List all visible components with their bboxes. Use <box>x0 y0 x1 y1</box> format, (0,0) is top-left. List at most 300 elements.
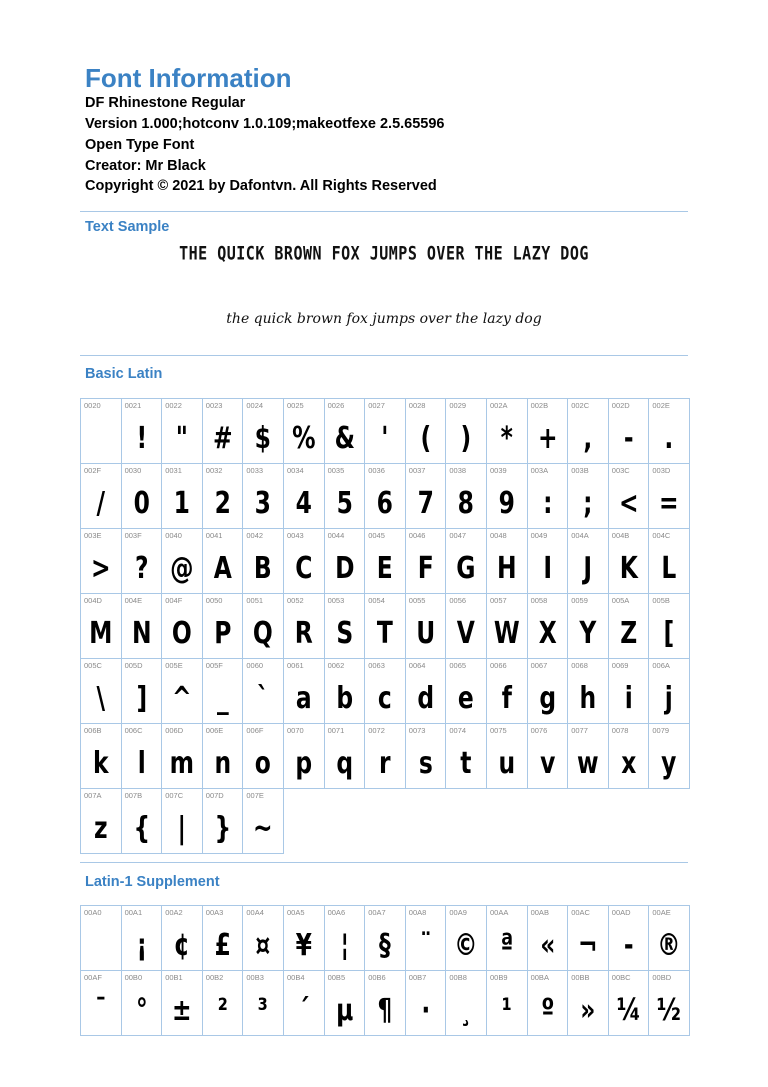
glyph-character: » <box>580 993 596 1028</box>
section-divider <box>80 862 688 863</box>
glyph-codepoint: 0037 <box>408 466 426 475</box>
glyph-cell <box>487 464 528 529</box>
glyph-codepoint: 0032 <box>205 466 223 475</box>
glyph-cell <box>406 529 447 594</box>
glyph-codepoint: 002F <box>84 466 102 475</box>
glyph-codepoint: 007C <box>165 791 184 800</box>
glyph-cell <box>446 971 487 1036</box>
glyph-cell <box>568 529 609 594</box>
glyph-cell <box>162 789 203 854</box>
glyph-codepoint: 00A7 <box>368 908 386 917</box>
glyph-character: r <box>379 746 391 781</box>
glyph-character: ; <box>583 486 593 521</box>
glyph-character: d <box>417 681 434 716</box>
glyph-cell <box>649 399 690 464</box>
glyph-codepoint: 00A2 <box>165 908 183 917</box>
glyph-character: Z <box>620 616 638 651</box>
glyph-codepoint: 004A <box>571 531 589 540</box>
glyph-codepoint: 0025 <box>287 401 304 410</box>
glyph-codepoint: 006A <box>652 661 670 670</box>
glyph-cell <box>243 789 284 854</box>
glyph-codepoint: 006C <box>124 726 143 735</box>
glyph-character: F <box>417 551 434 586</box>
glyph-cell <box>406 971 447 1036</box>
glyph-cell <box>649 594 690 659</box>
glyph-cell <box>203 906 244 971</box>
glyph-cell <box>243 529 284 594</box>
glyph-codepoint: 0050 <box>205 596 223 605</box>
glyph-codepoint: 0076 <box>530 726 548 735</box>
glyph-character: w <box>577 746 599 781</box>
glyph-character: A <box>213 551 232 586</box>
glyph-character: c <box>378 681 392 716</box>
glyph-cell <box>203 464 244 529</box>
glyph-character: ¨ <box>419 928 432 963</box>
glyph-codepoint: 0064 <box>408 661 426 670</box>
glyph-character: g <box>539 681 556 716</box>
font-name: DF Rhinestone Regular <box>85 95 246 111</box>
glyph-character: ¤ <box>255 928 271 963</box>
glyph-codepoint: 003B <box>571 466 589 475</box>
glyph-cell <box>487 659 528 724</box>
glyph-character: % <box>292 421 316 456</box>
glyph-codepoint: 0069 <box>611 661 629 670</box>
glyph-character: q <box>336 746 353 781</box>
glyph-cell <box>365 659 406 724</box>
glyph-codepoint: 00AD <box>611 908 631 917</box>
glyph-cell <box>122 464 163 529</box>
glyph-character: # <box>212 421 233 456</box>
glyph-cell <box>446 529 487 594</box>
glyph-character: x <box>621 746 637 781</box>
glyph-character: « <box>539 928 555 963</box>
glyph-cell <box>568 399 609 464</box>
glyph-codepoint: 005B <box>652 596 670 605</box>
glyph-codepoint: 00AE <box>652 908 671 917</box>
glyph-character: P <box>214 616 232 651</box>
glyph-cell <box>325 464 366 529</box>
text-sample-heading: Text Sample <box>85 219 170 235</box>
glyph-codepoint: 0066 <box>490 661 507 670</box>
glyph-character: ) <box>460 421 472 456</box>
glyph-character: 1 <box>173 486 191 521</box>
glyph-character: ¹ <box>501 993 512 1028</box>
glyph-codepoint: 00A8 <box>408 908 427 917</box>
glyph-character: f <box>501 681 512 716</box>
glyph-character: e <box>458 681 475 716</box>
glyph-character: M <box>89 616 113 651</box>
page-title: Font Information <box>85 63 292 93</box>
glyph-codepoint: 00A4 <box>246 908 264 917</box>
glyph-character: Y <box>579 616 597 651</box>
glyph-cell <box>325 529 366 594</box>
glyph-codepoint: 004F <box>165 596 183 605</box>
glyph-codepoint: 0021 <box>124 401 142 410</box>
glyph-cell <box>406 594 447 659</box>
glyph-character: ^ <box>172 681 192 716</box>
glyph-cell <box>162 724 203 789</box>
glyph-codepoint: 00B9 <box>490 973 508 982</box>
glyph-character: J <box>583 551 593 586</box>
glyph-codepoint: 00B3 <box>246 973 264 982</box>
glyph-cell <box>243 971 284 1036</box>
glyph-cell <box>203 971 244 1036</box>
glyph-cell <box>325 399 366 464</box>
glyph-codepoint: 0058 <box>530 596 548 605</box>
glyph-cell <box>365 971 406 1036</box>
glyph-codepoint: 00B1 <box>165 973 183 982</box>
glyph-character: Q <box>253 616 274 651</box>
glyph-cell <box>81 529 122 594</box>
glyph-codepoint: 004E <box>124 596 143 605</box>
glyph-codepoint: 0053 <box>327 596 345 605</box>
glyph-cell <box>81 971 122 1036</box>
glyph-codepoint: 00A0 <box>84 908 102 917</box>
glyph-cell <box>406 464 447 529</box>
glyph-codepoint: 00AC <box>571 908 590 917</box>
glyph-character: ª <box>500 928 514 963</box>
glyph-character: ° <box>135 993 148 1028</box>
glyph-codepoint: 00B5 <box>327 973 346 982</box>
glyph-character: ¯ <box>94 993 107 1028</box>
glyph-cell <box>568 464 609 529</box>
glyph-codepoint: 003F <box>124 531 142 540</box>
glyph-cell <box>122 789 163 854</box>
glyph-character: > <box>90 551 111 586</box>
glyph-character: = <box>659 486 679 521</box>
glyph-cell <box>122 724 163 789</box>
glyph-codepoint: 0073 <box>408 726 426 735</box>
glyph-cell <box>325 594 366 659</box>
glyph-codepoint: 0038 <box>449 466 467 475</box>
glyph-character: ( <box>420 421 431 456</box>
glyph-character: * <box>500 421 513 456</box>
glyph-codepoint: 004B <box>611 531 630 540</box>
glyph-character: < <box>618 486 639 521</box>
glyph-character: ] <box>136 681 147 716</box>
glyph-cell <box>203 659 244 724</box>
glyph-cell <box>487 529 528 594</box>
font-type: Open Type Font <box>85 137 195 153</box>
glyph-codepoint: 00A1 <box>124 908 143 917</box>
glyph-character: ± <box>172 993 192 1028</box>
glyph-codepoint: 0022 <box>165 401 182 410</box>
glyph-character: 2 <box>214 486 231 521</box>
font-creator: Creator: Mr Black <box>85 158 206 174</box>
glyph-codepoint: 007A <box>84 791 102 800</box>
glyph-cell <box>649 659 690 724</box>
glyph-character: ' <box>381 421 389 456</box>
glyph-cell <box>649 906 690 971</box>
glyph-cell <box>162 906 203 971</box>
glyph-character: W <box>493 616 520 651</box>
glyph-character: ´ <box>297 993 310 1028</box>
glyph-codepoint: 006F <box>246 726 264 735</box>
glyph-codepoint: 003A <box>530 466 549 475</box>
glyph-cell <box>162 594 203 659</box>
glyph-codepoint: 007D <box>205 791 224 800</box>
glyph-cell <box>122 659 163 724</box>
glyph-codepoint: 004C <box>652 531 671 540</box>
glyph-codepoint: 0035 <box>327 466 345 475</box>
glyph-codepoint: 0065 <box>449 661 467 670</box>
glyph-cell <box>284 529 325 594</box>
font-version: Version 1.000;hotconv 1.0.109;makeotfexe 2.5.65596 <box>85 116 445 132</box>
glyph-codepoint: 003D <box>652 466 671 475</box>
glyph-cell <box>325 659 366 724</box>
glyph-character: 7 <box>417 486 434 521</box>
text-sample-lowercase: the quick brown fox jumps over the lazy dog <box>226 311 542 327</box>
glyph-cell <box>446 906 487 971</box>
glyph-cell <box>406 659 447 724</box>
glyph-character <box>85 415 116 463</box>
glyph-character: : <box>542 486 553 521</box>
glyph-codepoint: 005C <box>84 661 102 670</box>
glyph-cell <box>528 971 569 1036</box>
glyph-codepoint: 00AB <box>530 908 549 917</box>
glyph-codepoint: 0040 <box>165 531 182 540</box>
glyph-character: v <box>539 746 556 781</box>
glyph-character: µ <box>335 993 353 1028</box>
glyph-character: ¸ <box>460 993 473 1028</box>
glyph-cell <box>162 529 203 594</box>
glyph-character: ¬ <box>578 928 598 963</box>
glyph-codepoint: 003C <box>611 466 630 475</box>
glyph-character: 6 <box>376 486 394 521</box>
glyph-character: 3 <box>255 486 272 521</box>
glyph-cell <box>284 971 325 1036</box>
glyph-character: , <box>583 421 593 456</box>
glyph-cell <box>528 464 569 529</box>
glyph-character: ! <box>136 421 147 456</box>
glyph-cell <box>203 724 244 789</box>
glyph-cell <box>568 971 609 1036</box>
glyph-cell <box>528 594 569 659</box>
glyph-cell <box>487 971 528 1036</box>
glyph-character: h <box>579 681 597 716</box>
glyph-codepoint: 004D <box>84 596 102 605</box>
glyph-character: p <box>295 746 313 781</box>
glyph-cell <box>609 529 650 594</box>
glyph-character: G <box>456 551 476 586</box>
glyph-cell <box>284 906 325 971</box>
glyph-cell <box>649 464 690 529</box>
glyph-cell <box>162 659 203 724</box>
glyph-codepoint: 0036 <box>368 466 385 475</box>
glyph-codepoint: 005F <box>205 661 223 670</box>
glyph-codepoint: 0070 <box>287 726 304 735</box>
latin1-supplement-heading: Latin-1 Supplement <box>85 874 220 890</box>
glyph-codepoint: 002B <box>530 401 549 410</box>
font-copyright: Copyright © 2021 by Dafontvn. All Rights Reserved <box>85 178 437 194</box>
glyph-codepoint: 00B0 <box>124 973 143 982</box>
glyph-cell <box>325 724 366 789</box>
glyph-codepoint: 0028 <box>408 401 426 410</box>
glyph-codepoint: 002A <box>490 401 508 410</box>
glyph-cell <box>284 724 325 789</box>
glyph-codepoint: 005E <box>165 661 183 670</box>
glyph-cell <box>649 971 690 1036</box>
glyph-cell <box>609 399 650 464</box>
glyph-codepoint: 0056 <box>449 596 467 605</box>
glyph-codepoint: 00A5 <box>287 908 305 917</box>
glyph-character: © <box>454 928 478 963</box>
glyph-cell <box>81 594 122 659</box>
glyph-codepoint: 0079 <box>652 726 670 735</box>
glyph-character: s <box>418 746 433 781</box>
glyph-character: B <box>254 551 273 586</box>
glyph-cell <box>609 971 650 1036</box>
glyph-codepoint: 0041 <box>205 531 223 540</box>
glyph-codepoint: 00A6 <box>327 908 346 917</box>
glyph-cell <box>162 464 203 529</box>
glyph-cell <box>122 971 163 1036</box>
glyph-codepoint: 00AF <box>84 973 102 982</box>
glyph-cell <box>487 399 528 464</box>
glyph-cell <box>528 529 569 594</box>
glyph-codepoint: 0062 <box>327 661 345 670</box>
glyph-codepoint: 00BB <box>571 973 590 982</box>
glyph-codepoint: 0051 <box>246 596 264 605</box>
latin1-supplement-glyph-grid <box>80 905 690 1036</box>
glyph-character: o <box>255 746 272 781</box>
glyph-cell <box>81 789 122 854</box>
glyph-codepoint: 0027 <box>368 401 385 410</box>
glyph-codepoint: 0055 <box>408 596 426 605</box>
glyph-codepoint: 0029 <box>449 401 467 410</box>
glyph-character: ¢ <box>173 928 191 963</box>
glyph-codepoint: 006D <box>165 726 184 735</box>
glyph-cell <box>81 724 122 789</box>
glyph-character: K <box>619 551 638 586</box>
glyph-cell <box>325 906 366 971</box>
glyph-cell <box>649 529 690 594</box>
glyph-cell <box>406 906 447 971</box>
glyph-character: } <box>214 811 231 846</box>
glyph-cell <box>365 594 406 659</box>
glyph-codepoint: 00B6 <box>368 973 386 982</box>
glyph-codepoint: 0074 <box>449 726 467 735</box>
glyph-codepoint: 0048 <box>490 531 507 540</box>
glyph-character: S <box>335 616 353 651</box>
glyph-codepoint: 0059 <box>571 596 588 605</box>
glyph-character: a <box>295 681 312 716</box>
glyph-cell <box>406 399 447 464</box>
basic-latin-heading: Basic Latin <box>85 366 163 382</box>
glyph-cell <box>243 906 284 971</box>
glyph-character: V <box>457 616 476 651</box>
glyph-character: l <box>137 746 146 781</box>
glyph-codepoint: 0026 <box>327 401 345 410</box>
glyph-cell <box>284 594 325 659</box>
glyph-cell <box>284 464 325 529</box>
glyph-cell <box>528 906 569 971</box>
glyph-cell <box>568 906 609 971</box>
glyph-character: C <box>295 551 313 586</box>
glyph-codepoint: 0060 <box>246 661 264 670</box>
glyph-character: º <box>540 993 554 1028</box>
glyph-cell <box>365 399 406 464</box>
glyph-character: - <box>623 928 634 963</box>
glyph-codepoint: 0031 <box>165 466 182 475</box>
glyph-codepoint: 0077 <box>571 726 588 735</box>
glyph-character: U <box>416 616 436 651</box>
glyph-codepoint: 006E <box>205 726 224 735</box>
glyph-cell <box>446 399 487 464</box>
section-divider <box>80 355 688 356</box>
glyph-codepoint: 0034 <box>287 466 304 475</box>
glyph-codepoint: 002E <box>652 401 670 410</box>
glyph-codepoint: 00B4 <box>287 973 305 982</box>
glyph-cell <box>81 464 122 529</box>
glyph-character: t <box>460 746 472 781</box>
glyph-cell <box>243 724 284 789</box>
glyph-cell <box>568 724 609 789</box>
glyph-cell <box>568 594 609 659</box>
glyph-codepoint: 0044 <box>327 531 345 540</box>
glyph-cell <box>284 399 325 464</box>
glyph-codepoint: 0078 <box>611 726 629 735</box>
glyph-cell <box>609 906 650 971</box>
glyph-codepoint: 0020 <box>84 401 101 410</box>
glyph-cell <box>365 529 406 594</box>
glyph-character: j <box>665 681 674 716</box>
glyph-codepoint: 0024 <box>246 401 264 410</box>
glyph-codepoint: 00BC <box>611 973 631 982</box>
glyph-cell <box>528 659 569 724</box>
glyph-cell <box>487 724 528 789</box>
glyph-cell <box>81 659 122 724</box>
glyph-cell <box>203 399 244 464</box>
glyph-cell <box>487 906 528 971</box>
glyph-codepoint: 0033 <box>246 466 264 475</box>
glyph-cell <box>487 594 528 659</box>
glyph-cell <box>568 659 609 724</box>
glyph-character: ³ <box>258 993 269 1028</box>
glyph-codepoint: 0072 <box>368 726 385 735</box>
glyph-cell <box>365 464 406 529</box>
glyph-character: i <box>624 681 633 716</box>
glyph-character: . <box>664 421 674 456</box>
glyph-cell <box>284 659 325 724</box>
glyph-cell <box>365 906 406 971</box>
glyph-codepoint: 00BD <box>652 973 672 982</box>
glyph-character: ½ <box>657 993 682 1028</box>
glyph-cell <box>446 659 487 724</box>
glyph-character: @ <box>170 551 194 586</box>
glyph-cell <box>609 464 650 529</box>
glyph-codepoint: 0054 <box>368 596 385 605</box>
basic-latin-glyph-grid <box>80 398 690 854</box>
glyph-cell <box>649 724 690 789</box>
glyph-character: / <box>96 486 106 521</box>
glyph-codepoint: 0045 <box>368 531 385 540</box>
glyph-cell <box>162 399 203 464</box>
glyph-cell <box>81 906 122 971</box>
text-sample-uppercase: THE QUICK BROWN FOX JUMPS OVER THE LAZY DOG <box>179 241 589 265</box>
glyph-character: \ <box>96 681 106 716</box>
glyph-cell <box>609 724 650 789</box>
glyph-character: 8 <box>458 486 475 521</box>
glyph-codepoint: 002D <box>611 401 630 410</box>
glyph-character: ¡ <box>136 928 147 963</box>
glyph-cell <box>609 594 650 659</box>
glyph-cell <box>203 594 244 659</box>
glyph-character: k <box>93 746 109 781</box>
glyph-codepoint: 005D <box>124 661 143 670</box>
glyph-character: " <box>175 421 189 456</box>
glyph-codepoint: 0046 <box>408 531 426 540</box>
